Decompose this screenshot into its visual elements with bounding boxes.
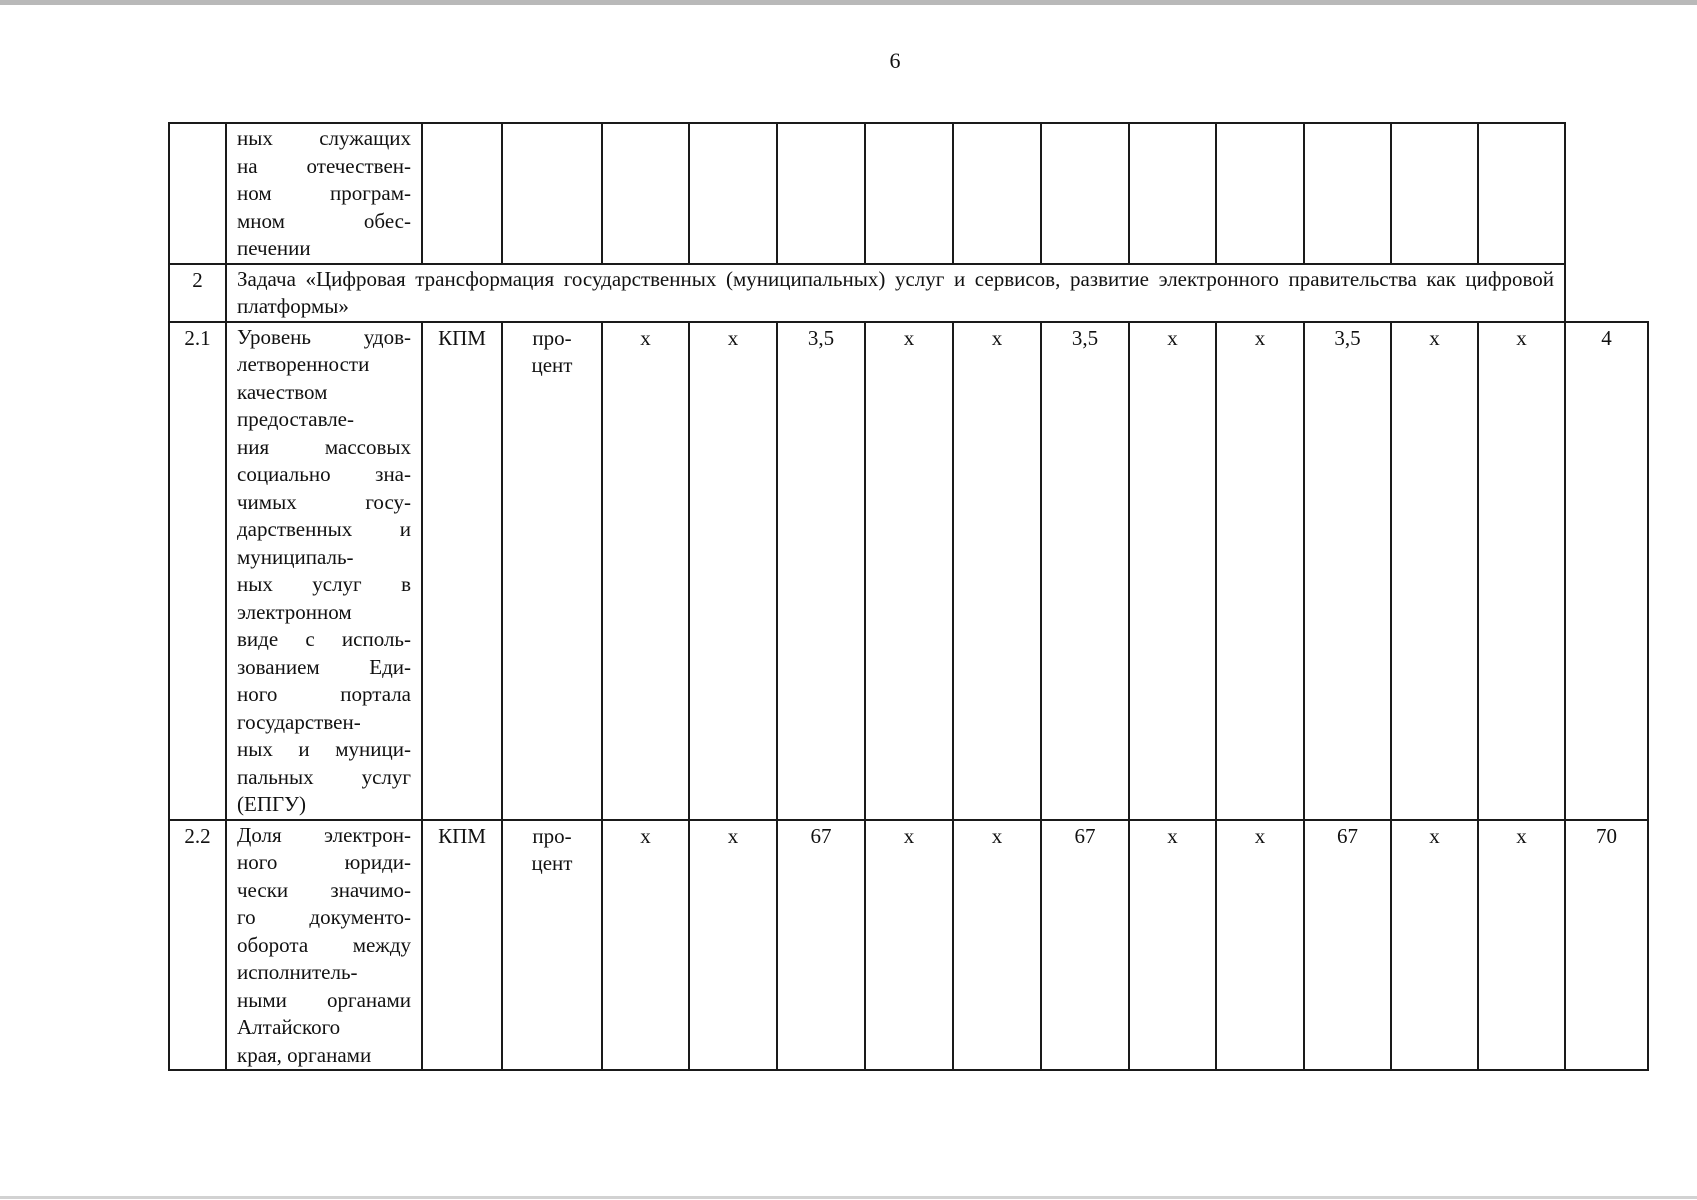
unit-cell — [502, 820, 602, 1071]
indicator-name-line: Доля электрон- — [237, 822, 411, 847]
indicator-name-line: ных и муници- — [237, 737, 411, 761]
source-cell: КПМ — [422, 820, 502, 1071]
value-cell: x — [865, 322, 953, 820]
indicator-name-line: ния массовых — [237, 434, 411, 459]
empty-cell — [953, 123, 1041, 264]
empty-cell — [1478, 123, 1565, 264]
indicator-name-line: ного портала — [237, 682, 411, 706]
task-row — [169, 264, 1648, 322]
value-cell: x — [1216, 820, 1304, 1071]
indicator-name-line: ными органами — [237, 987, 411, 1012]
indicator-name-line: чимых госу- — [237, 489, 411, 514]
value-cell: x — [602, 322, 689, 820]
indicator-name-line: предоставле- — [237, 407, 354, 431]
indicator-name-cell — [226, 820, 422, 1071]
indicator-name-line: ном програм- — [237, 181, 411, 205]
indicator-name-line: печении — [237, 236, 311, 260]
empty-cell — [1304, 123, 1391, 264]
indicator-name-line: Алтайского — [237, 1015, 341, 1039]
value-cell: 4 — [1565, 322, 1648, 820]
indicator-name-line: ных служащих — [237, 126, 411, 150]
indicator-name-cell — [226, 123, 422, 264]
indicators-table — [168, 122, 1649, 1071]
indicator-name-line: летворенности — [237, 352, 370, 376]
empty-cell — [777, 123, 865, 264]
page-number: 6 — [889, 48, 901, 73]
indicator-name-line: Уровень удов- — [237, 324, 411, 349]
value-cell: x — [689, 322, 777, 820]
indicator-name-line: мном обес- — [237, 208, 411, 233]
table-row — [169, 322, 1648, 820]
empty-cell — [502, 123, 602, 264]
task-text-cell: Задача «Цифровая трансформация государственных (муниципальных) услуг и сервисов, развитие электронного правительства как цифровой платформы» — [226, 264, 1565, 322]
unit-line: цент — [531, 851, 573, 875]
empty-cell — [422, 123, 502, 264]
value-cell: x — [689, 820, 777, 1071]
value-cell: x — [1216, 322, 1304, 820]
value-cell: 67 — [1041, 820, 1129, 1071]
table-row-continued — [169, 123, 1648, 264]
row-number-cell: 2.1 — [169, 322, 226, 820]
value-cell: 3,5 — [1041, 322, 1129, 820]
indicator-name-line: края, органами — [237, 1042, 372, 1067]
value-cell: 3,5 — [777, 322, 865, 820]
value-cell: x — [1391, 322, 1478, 820]
value-cell: x — [1478, 820, 1565, 1071]
empty-cell — [602, 123, 689, 264]
value-cell: 67 — [777, 820, 865, 1071]
value-cell: 67 — [1304, 820, 1391, 1071]
unit-line: про- — [532, 823, 572, 848]
unit-line: цент — [531, 353, 573, 377]
empty-cell — [865, 123, 953, 264]
empty-cell — [689, 123, 777, 264]
empty-cell — [1041, 123, 1129, 264]
indicator-name-cell — [226, 322, 422, 820]
indicator-name-line: ного юриди- — [237, 850, 411, 874]
indicator-name-line: на отечествен- — [237, 153, 411, 178]
row-number-cell — [169, 123, 226, 264]
task-number-cell: 2 — [169, 264, 226, 322]
value-cell: x — [953, 820, 1041, 1071]
scan-bottom-edge — [0, 1196, 1697, 1199]
indicator-name-line: электронном — [237, 599, 352, 624]
value-cell: 3,5 — [1304, 322, 1391, 820]
indicator-name-line: социально зна- — [237, 462, 411, 486]
value-cell: x — [602, 820, 689, 1071]
value-cell: x — [953, 322, 1041, 820]
table-row — [169, 820, 1648, 1071]
indicator-name-line: муниципаль- — [237, 544, 354, 569]
indicator-name-line: пальных услуг — [237, 764, 411, 789]
empty-cell — [1216, 123, 1304, 264]
value-cell: x — [1129, 820, 1216, 1071]
unit-line: про- — [532, 325, 572, 350]
indicator-name-line: оборота между — [237, 932, 411, 957]
scan-top-edge — [0, 0, 1697, 5]
indicator-name-line: государствен- — [237, 709, 361, 734]
indicator-name-line: (ЕПГУ) — [237, 792, 306, 816]
indicator-name-line: чески значимо- — [237, 877, 411, 902]
value-cell: x — [1129, 322, 1216, 820]
indicator-name-line: зованием Еди- — [237, 654, 411, 679]
value-cell: x — [1478, 322, 1565, 820]
value-cell: 70 — [1565, 820, 1648, 1071]
indicator-name-line: дарственных и — [237, 517, 411, 541]
source-cell: КПМ — [422, 322, 502, 820]
indicator-name-line: ных услуг в — [237, 572, 411, 596]
indicator-name-line: го документо- — [237, 905, 411, 929]
indicator-name-line: виде с исполь- — [237, 627, 411, 651]
indicator-name-line: исполнитель- — [237, 960, 358, 984]
indicator-name-line: качеством — [237, 379, 328, 404]
row-number-cell: 2.2 — [169, 820, 226, 1071]
unit-cell — [502, 322, 602, 820]
value-cell: x — [865, 820, 953, 1071]
empty-cell — [1129, 123, 1216, 264]
value-cell: x — [1391, 820, 1478, 1071]
empty-cell — [1391, 123, 1478, 264]
